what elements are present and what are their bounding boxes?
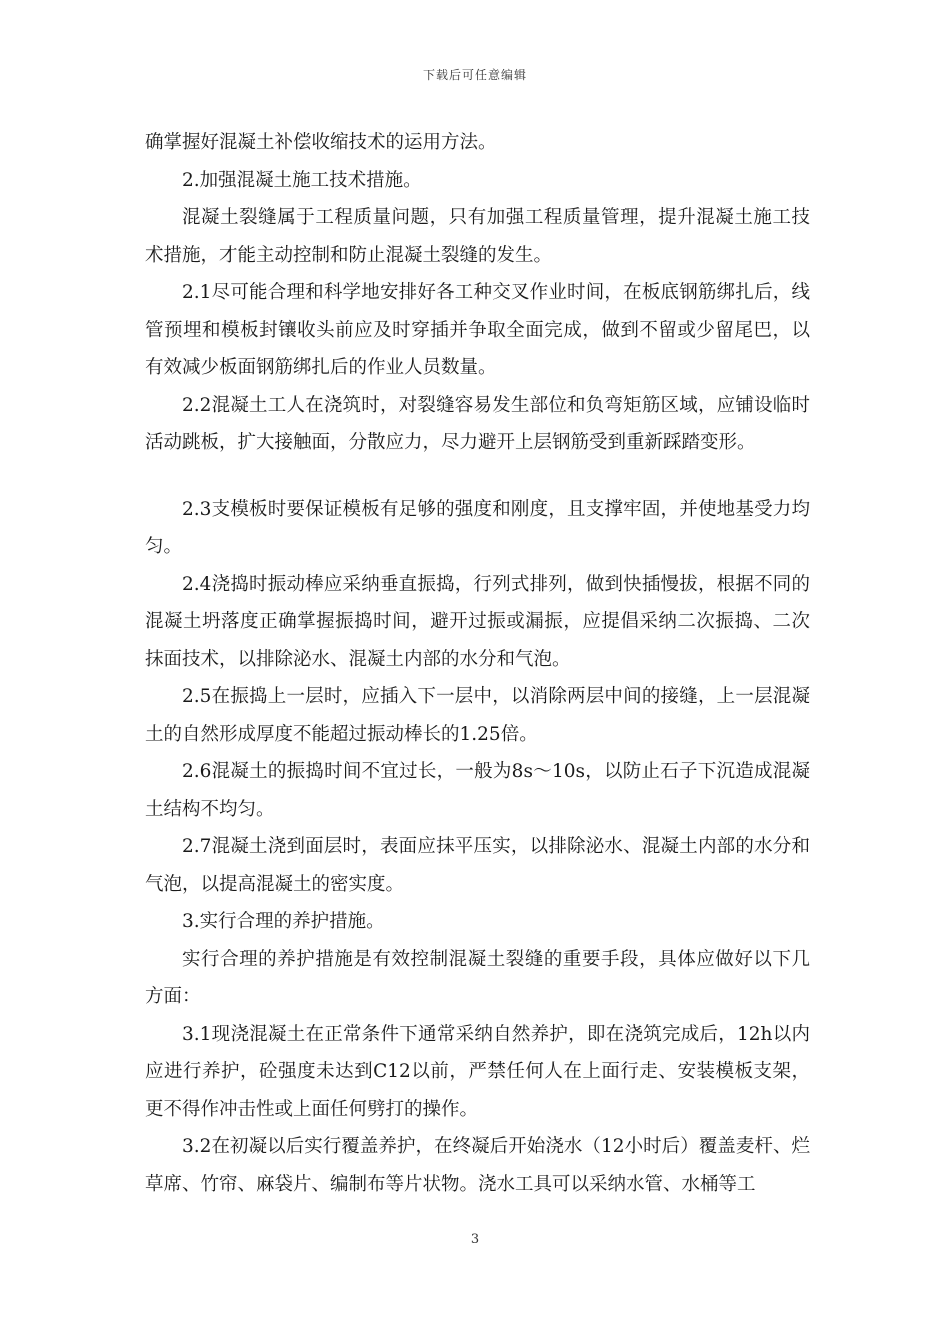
document-body xyxy=(145,124,810,1203)
paragraph-2-4: 2.4浇捣时振动棒应采纳垂直振捣，行列式排列，做到快插慢拔，根据不同的混凝土坍落度正确掌握振捣时间，避开过振或漏振，应提倡采纳二次振捣、二次抹面技术，以排除泌水、混凝土内部的水分和气泡。 xyxy=(145,573,810,670)
paragraph-2-1: 2.1尽可能合理和科学地安排好各工种交叉作业时间，在板底钢筋绑扎后，线管预埋和模板封镶收头前应及时穿插并争取全面完成，做到不留或少留尾巴，以有效减少板面钢筋绑扎后的作业人员数量。 xyxy=(145,282,810,378)
section-heading-2: 2.加强混凝土施工技术措施。 xyxy=(182,169,422,191)
page-number: 3 xyxy=(470,1232,480,1247)
page-header: 下载后可任意编辑 xyxy=(422,68,527,82)
paragraph-1: 确掌握好混凝土补偿收缩技术的运用方法。 xyxy=(145,132,497,153)
paragraph-2-6: 2.6混凝土的振捣时间不宜过长，一般为8s～10s，以防止石子下沉造成混凝土结构不均匀。 xyxy=(145,761,810,820)
section-heading-3: 3.实行合理的养护措施。 xyxy=(182,911,385,932)
paragraph-3-2: 3.2在初凝以后实行覆盖养护，在终凝后开始浇水（12小时后）覆盖麦杆、烂草席、竹帘、麻袋片、编制布等片状物。浇水工具可以采纳水管、水桶等工 xyxy=(145,1136,810,1195)
paragraph-3: 混凝土裂缝属于工程质量问题，只有加强工程质量管理，提升混凝土施工技术措施，才能主动控制和防止混凝土裂缝的发生。 xyxy=(145,207,810,266)
paragraph-2-2: 2.2混凝土工人在浇筑时，对裂缝容易发生部位和负弯矩筋区域，应铺设临时活动跳板，扩大接触面，分散应力，尽力避开上层钢筋受到重新踩踏变形。 xyxy=(145,394,810,453)
paragraph-3-intro: 实行合理的养护措施是有效控制混凝土裂缝的重要手段，具体应做好以下几方面： xyxy=(145,948,810,1007)
paragraph-2-7: 2.7混凝土浇到面层时，表面应抹平压实，以排除泌水、混凝土内部的水分和气泡，以提高混凝土的密实度。 xyxy=(145,836,810,895)
paragraph-2-3: 2.3支模板时要保证模板有足够的强度和刚度，且支撑牢固，并使地基受力均匀。 xyxy=(145,498,810,557)
paragraph-3-1: 3.1现浇混凝土在正常条件下通常采纳自然养护，即在浇筑完成后，12h以内应进行养护，砼强度未达到C12以前，严禁任何人在上面行走、安装模板支架，更不得作冲击性或上面任何劈打的操作。 xyxy=(145,1023,810,1120)
paragraph-2-5: 2.5在振捣上一层时，应插入下一层中，以消除两层中间的接缝，上一层混凝土的自然形成厚度不能超过振动棒长的1.25倍。 xyxy=(145,686,810,745)
